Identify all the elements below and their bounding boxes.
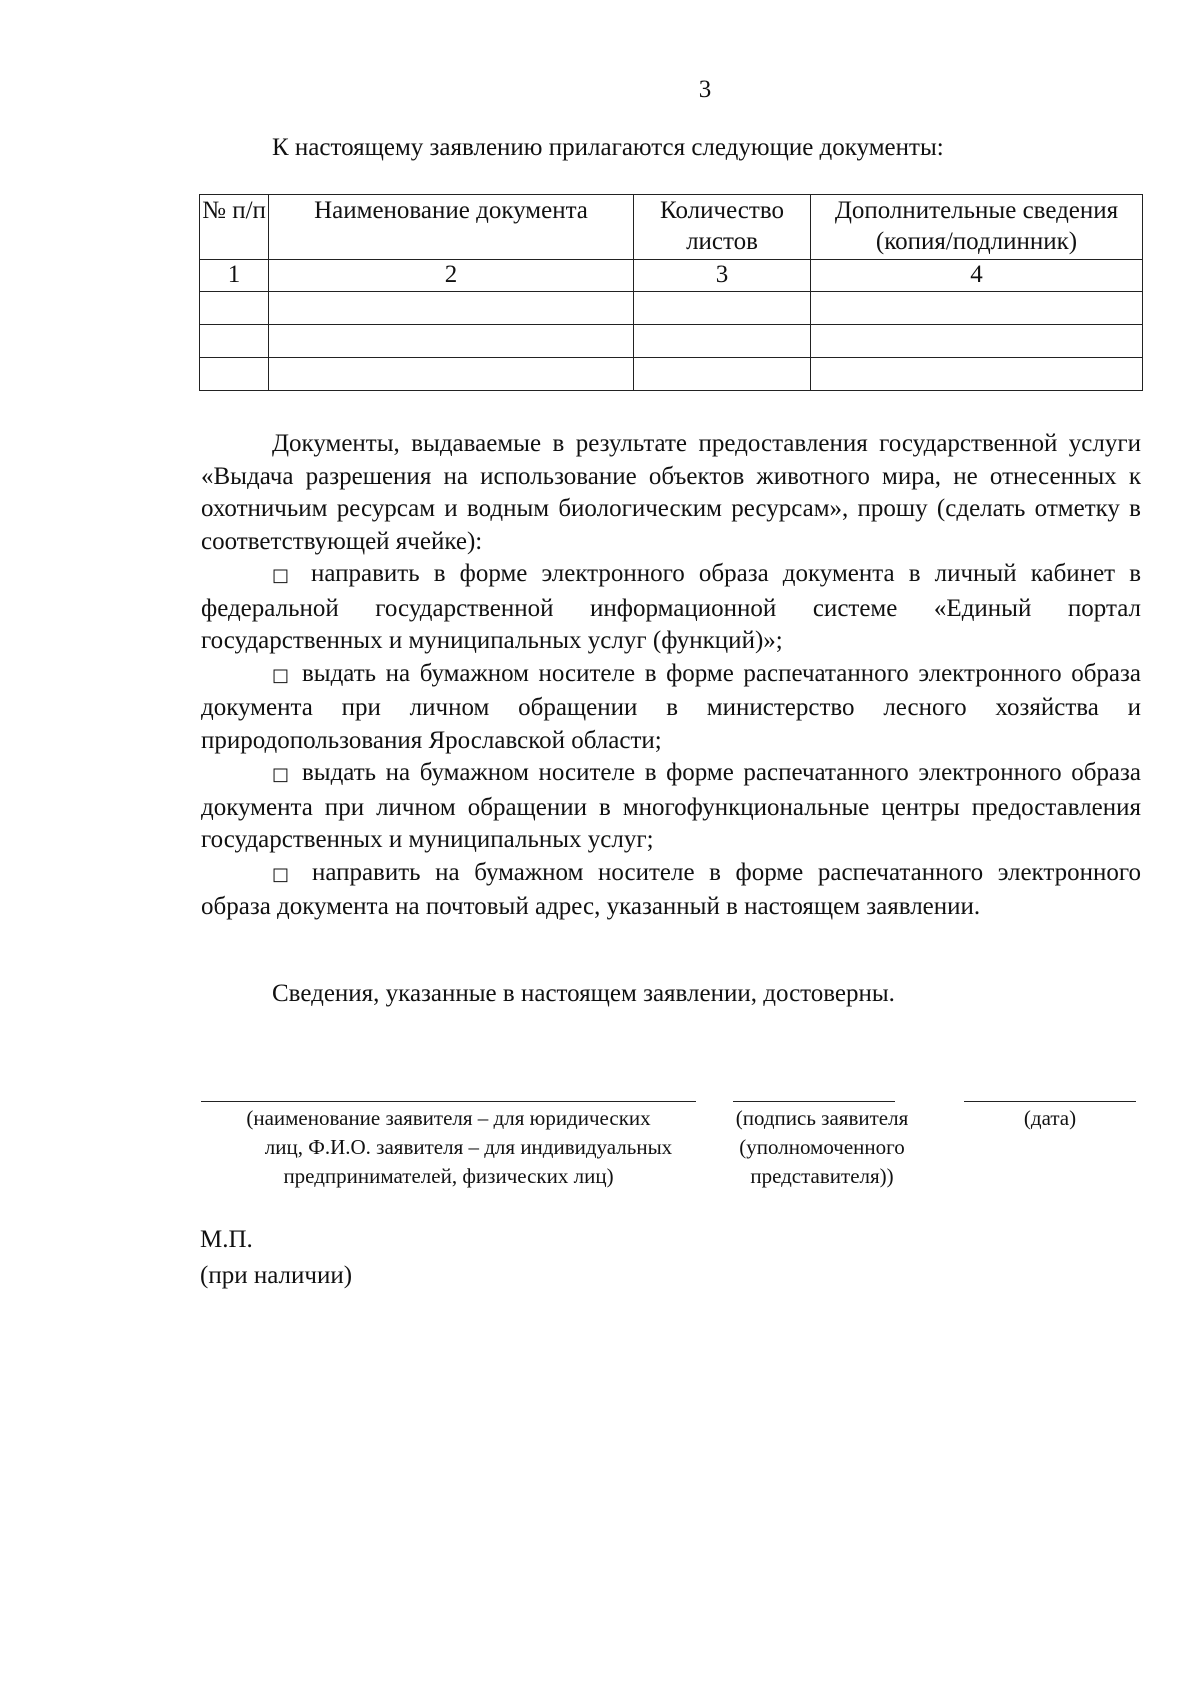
option-checkbox[interactable]: □	[272, 664, 293, 686]
table-cell[interactable]	[200, 292, 269, 325]
column-number: 1	[200, 260, 269, 292]
caption-line: предпринимателей, физических лиц)	[283, 1164, 614, 1188]
table-header-row	[200, 195, 1143, 260]
caption-line: лиц, Ф.И.О. заявителя – для индивидуальных	[264, 1135, 673, 1159]
table-cell[interactable]	[269, 325, 634, 358]
column-number: 4	[811, 260, 1143, 292]
table-cell[interactable]	[269, 358, 634, 391]
option-text: направить на бумажном носителе в форме распечатанного электронного образа документа на почтовый адрес, указанный в настоящем заявлении.	[201, 858, 1141, 920]
table-cell[interactable]	[811, 358, 1143, 391]
stamp-note: (при наличии)	[200, 1262, 353, 1289]
applicant-name-line[interactable]	[201, 1101, 696, 1102]
delivery-options	[201, 428, 1141, 924]
column-number: 2	[269, 260, 634, 292]
table-cell[interactable]	[811, 325, 1143, 358]
caption-line: представителя))	[750, 1164, 894, 1188]
table-cell[interactable]	[269, 292, 634, 325]
delivery-lead-paragraph: Документы, выдаваемые в результате предоставления государственной услуги «Выдача разрешения на использование объектов животного мира, не отнесенных к охотничьим ресурсам и водным биологическим ресурсам», прошу (сделать отметку в соответствующей ячейке):	[201, 430, 1141, 555]
option-checkbox[interactable]: □	[272, 565, 297, 586]
date-line[interactable]	[964, 1101, 1136, 1102]
signature-caption	[722, 1104, 922, 1191]
signature-line[interactable]	[733, 1101, 895, 1102]
table-row	[200, 292, 1143, 325]
confirmation-statement: Сведения, указанные в настоящем заявлении, достоверны.	[272, 980, 895, 1007]
table-cell[interactable]	[200, 325, 269, 358]
option-checkbox[interactable]: □	[272, 764, 293, 785]
caption-line: (уполномоченного	[739, 1135, 905, 1159]
date-caption: (дата)	[1023, 1106, 1077, 1130]
delivery-option	[201, 558, 1141, 658]
delivery-option	[201, 658, 1141, 758]
table-row	[200, 358, 1143, 391]
column-number: 3	[634, 260, 811, 292]
stamp-block	[200, 1222, 352, 1294]
table-cell[interactable]	[200, 358, 269, 391]
table-cell[interactable]	[634, 292, 811, 325]
column-number-row	[200, 260, 1143, 292]
option-text: выдать на бумажном носителе в форме распечатанного электронного образа документа при личном обращении в министерство лесного хозяйства и природопользования Ярославской области;	[201, 659, 1141, 754]
applicant-caption	[201, 1104, 696, 1191]
delivery-option	[201, 757, 1141, 857]
attachments-table	[199, 194, 1143, 391]
table-cell[interactable]	[811, 292, 1143, 325]
table-cell[interactable]	[634, 325, 811, 358]
caption-line: (наименование заявителя – для юридических	[246, 1106, 651, 1130]
caption-line: (подпись заявителя	[735, 1106, 909, 1130]
table-cell[interactable]	[634, 358, 811, 391]
header-additional-info: Дополнительные сведения (копия/подлинник)	[811, 195, 1143, 260]
attachments-intro: К настоящему заявлению прилагаются следующие документы:	[272, 134, 944, 161]
stamp-label: М.П.	[200, 1226, 253, 1253]
header-sheet-count: Количество листов	[634, 195, 811, 260]
header-document-name: Наименование документа	[269, 195, 634, 260]
header-number: № п/п	[200, 195, 269, 260]
option-text: выдать на бумажном носителе в форме распечатанного электронного образа документа при личном обращении в многофункциональные центры предоставления государственных и муниципальных услуг;	[201, 759, 1141, 853]
option-text: направить в форме электронного образа документа в личный кабинет в федеральной государственной информационной системе «Единый портал государственных и муниципальных услуг (функций)»;	[201, 560, 1142, 654]
table-row	[200, 325, 1143, 358]
page-number: 3	[698, 76, 712, 103]
option-checkbox[interactable]: □	[272, 863, 298, 885]
delivery-option	[201, 857, 1141, 924]
